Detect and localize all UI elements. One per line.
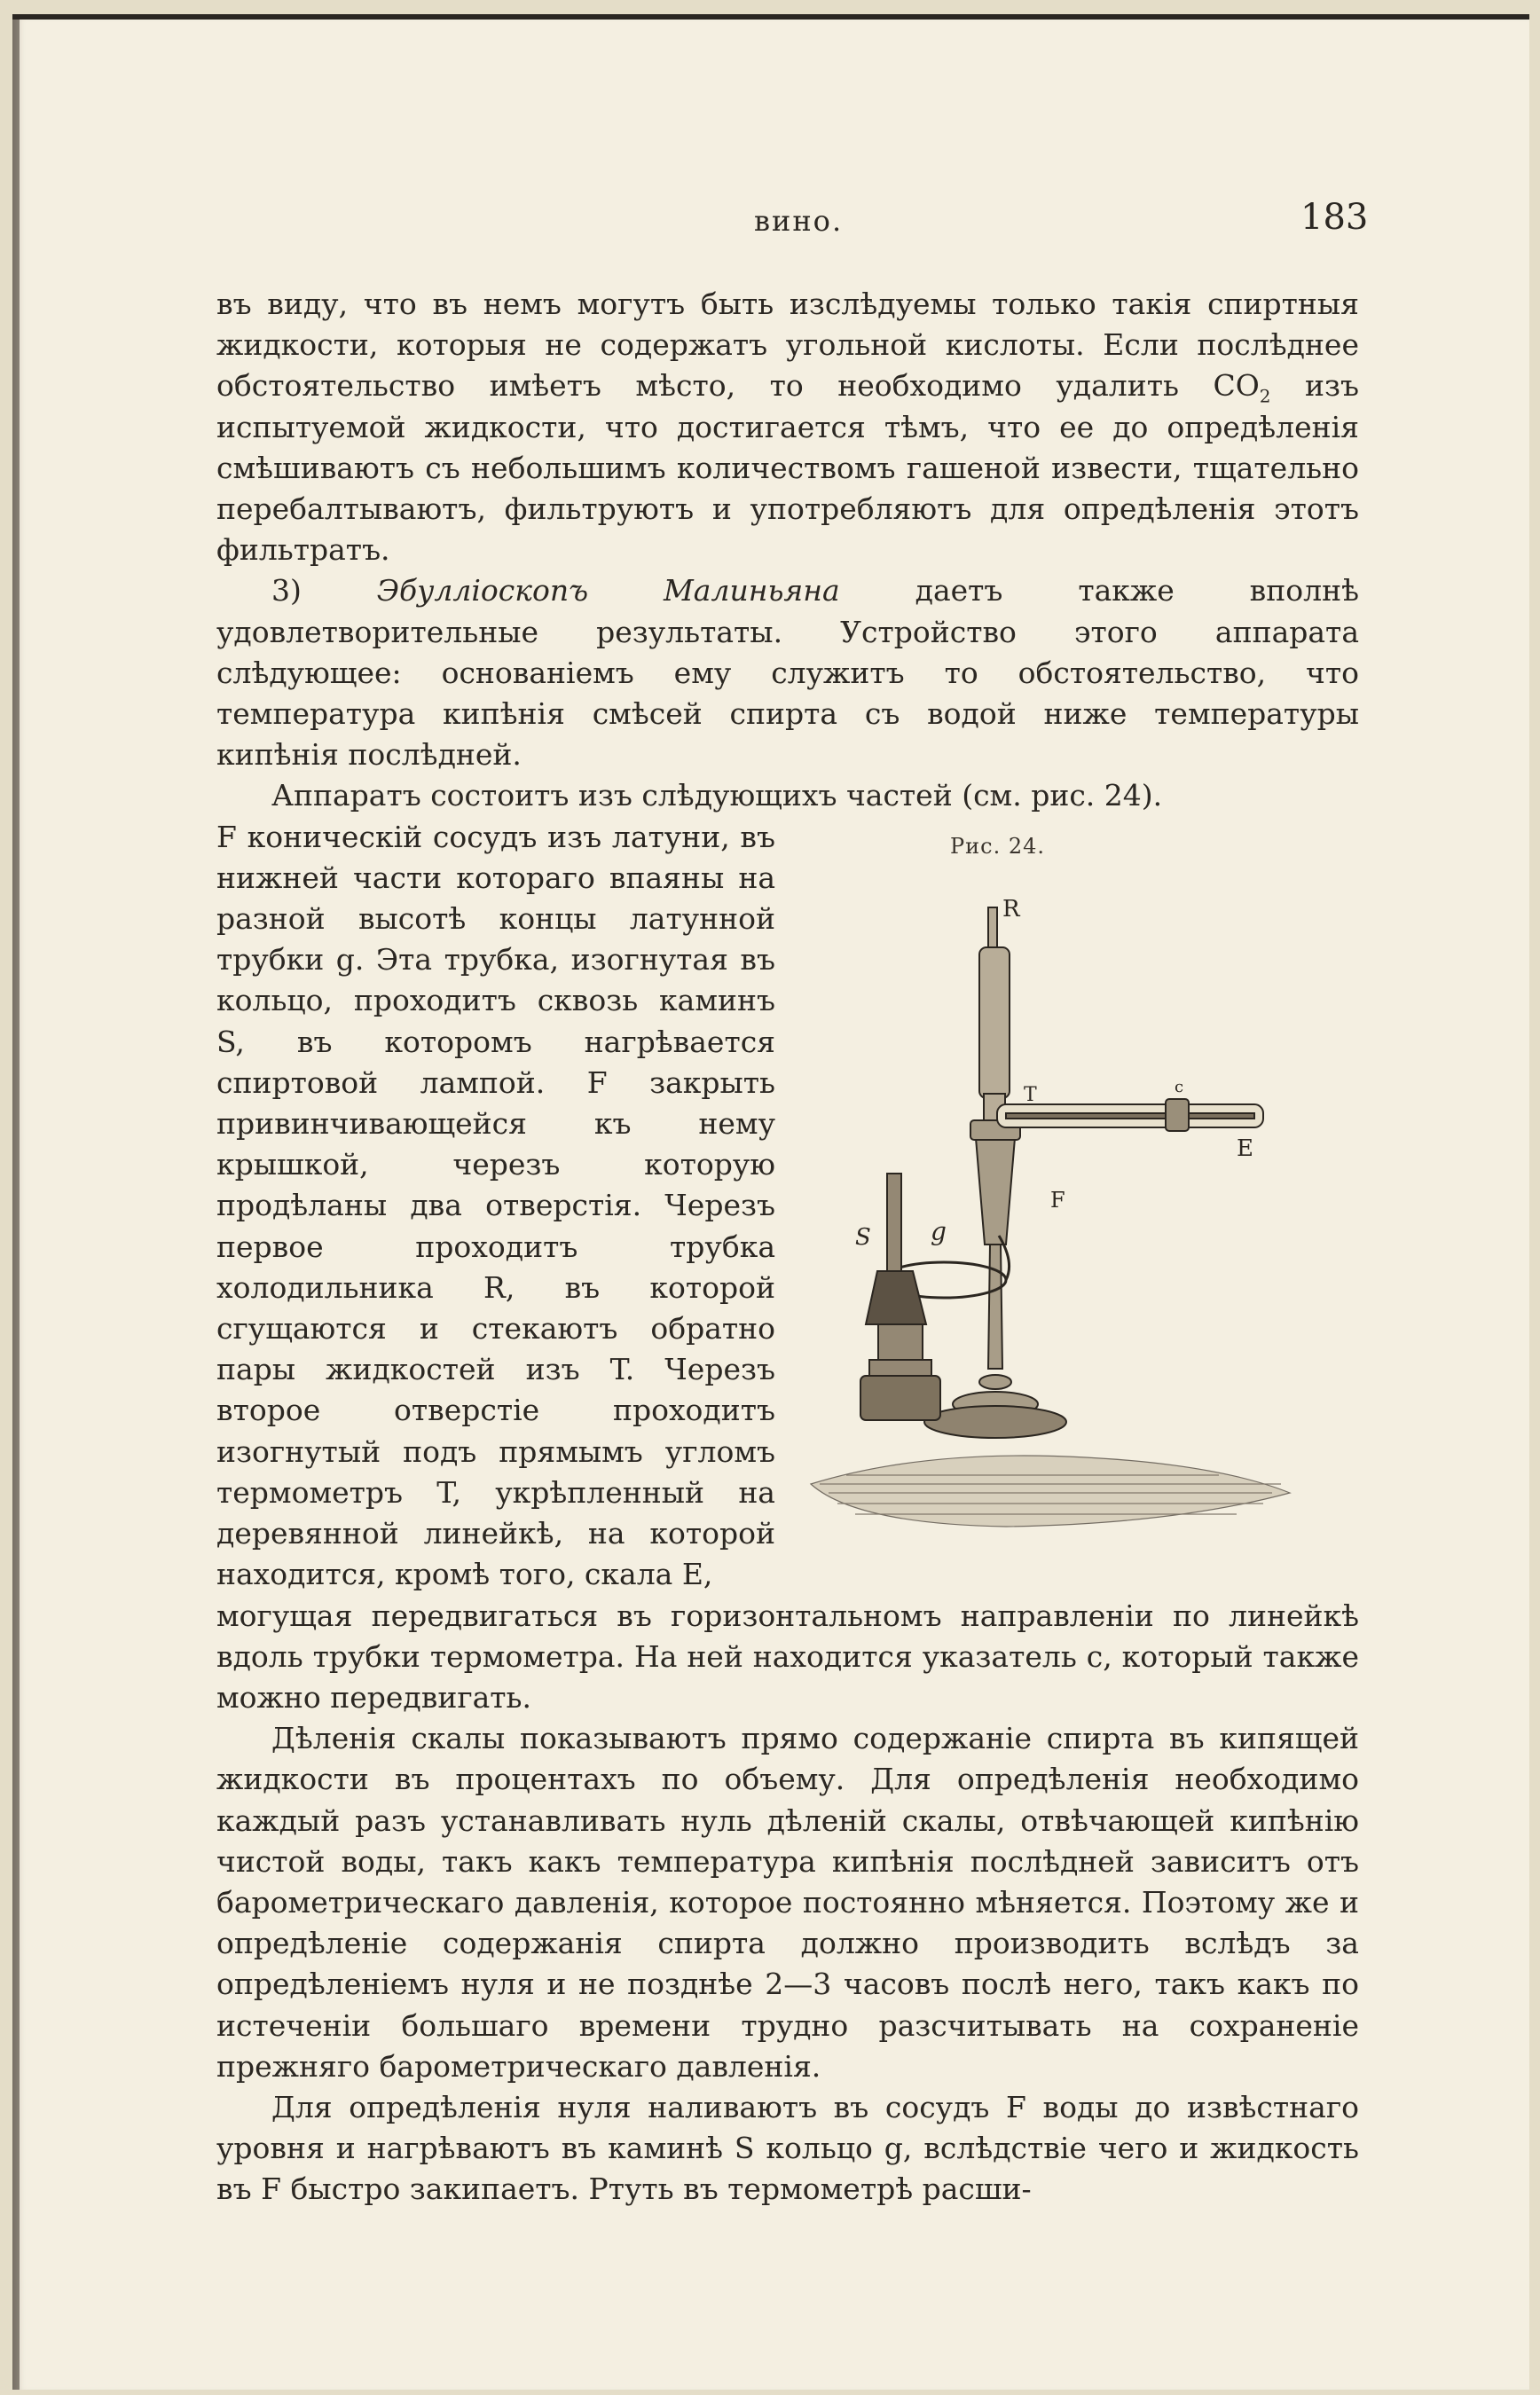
label-g: g xyxy=(931,1216,947,1246)
instrument-name: Эбулліоскопъ Малиньяна xyxy=(376,573,840,609)
paragraph-4-left: F коническій сосудъ изъ латуни, въ нижней части котораго впаяны на разной высотѣ концы латунной трубки g. Эта трубка, изогнутая въ кольцо, проходитъ сквозь каминъ S, въ которомъ нагрѣвается спиртовой лампой. F закрыть привинчивающейся къ нему крышкой, черезъ которую продѣланы два отверстія. Черезъ первое проходитъ трубка холодильника R, въ которой сгущаются и стекаютъ обратно пары жидкостей изъ T. Черезъ второе отверстіе проходитъ изогнутый подъ прямымъ угломъ термометръ T, укрѣпленный на деревянной линейкѣ, на которой находится, кромѣ того, скала E, xyxy=(216,819,775,1592)
paragraph-4-continued: могущая передвигаться въ горизонтальномъ направленіи по линейкѣ вдоль трубки термометра. На ней находится указатель c, который также можно передвигать. xyxy=(216,1598,1359,1715)
label-c: c xyxy=(1175,1077,1184,1096)
book-page xyxy=(12,14,1529,2390)
running-header: вино. xyxy=(754,204,844,238)
ebulliometer-illustration xyxy=(793,872,1343,1546)
paragraph-3: Аппаратъ состоитъ изъ слѣдующихъ частей (см. рис. 24). xyxy=(271,778,1163,813)
label-r: R xyxy=(1002,895,1020,923)
label-f: F xyxy=(1050,1187,1065,1213)
body-text xyxy=(216,284,1359,2210)
paragraph-5: Дѣленія скалы показываютъ прямо содержаніе спирта въ кипящей жидкости въ процентахъ по объему. Для опредѣленія необходимо каждый разъ устанавливать нуль дѣленій скалы, отвѣчающей кипѣнію чистой воды, такъ какъ температура кипѣнія послѣдней зависитъ отъ барометрическаго давленія, которое постоянно мѣняется. Поэтому же и опредѣленіе содержанія спирта должно производить вслѣдъ за опредѣленіемъ нуля и не позднѣе 2—3 часовъ послѣ него, такъ какъ по истеченіи большаго времени трудно разсчитывать на сохраненіе прежняго барометрическаго давленія. xyxy=(216,1721,1359,2084)
figure-wrap-block xyxy=(216,817,1359,1596)
paragraph-6: Для опредѣленія нуля наливаютъ въ сосудъ F воды до извѣстнаго уровня и нагрѣваютъ въ каминѣ S кольцо g, вслѣдствіе чего и жидкость въ F быстро закипаетъ. Ртуть въ термометрѣ расши- xyxy=(216,2089,1359,2207)
label-s: S xyxy=(855,1223,871,1251)
label-e: E xyxy=(1237,1135,1253,1162)
page-number: 183 xyxy=(1300,197,1369,238)
figure-24 xyxy=(775,817,1359,1549)
thermometer-t xyxy=(997,1099,1263,1131)
ground-shading xyxy=(811,1456,1290,1527)
label-t: T xyxy=(1024,1083,1037,1106)
paragraph-1: въ виду, что въ немъ могутъ быть изслѣдуемы только такія спиртныя жидкости, которыя не содержатъ угольной кислоты. Если послѣднее обстоятельство имѣетъ мѣсто, то необходимо удалить $CO_2$ изъ испытуемой жидкости, что достигается тѣмъ, что ее до опредѣленія смѣшиваютъ съ небольшимъ количествомъ гашеной извести, тщательно перебалтываютъ, фильтруютъ и употребляютъ для опредѣленія этотъ фильтратъ. xyxy=(216,287,1359,568)
figure-caption: Рис. 24. xyxy=(950,833,1046,859)
paragraph-2: 3) Эбулліоскопъ Малиньяна даетъ также вполнѣ удовлетворительные результаты. Устройство этого аппарата слѣдующее: основаніемъ ему служитъ то обстоятельство, что температура кипѣнія смѣсей спирта съ водой ниже температуры кипѣнія послѣдней. xyxy=(216,573,1359,773)
vessel-f xyxy=(924,1120,1066,1438)
condenser-tube xyxy=(979,907,1010,1120)
